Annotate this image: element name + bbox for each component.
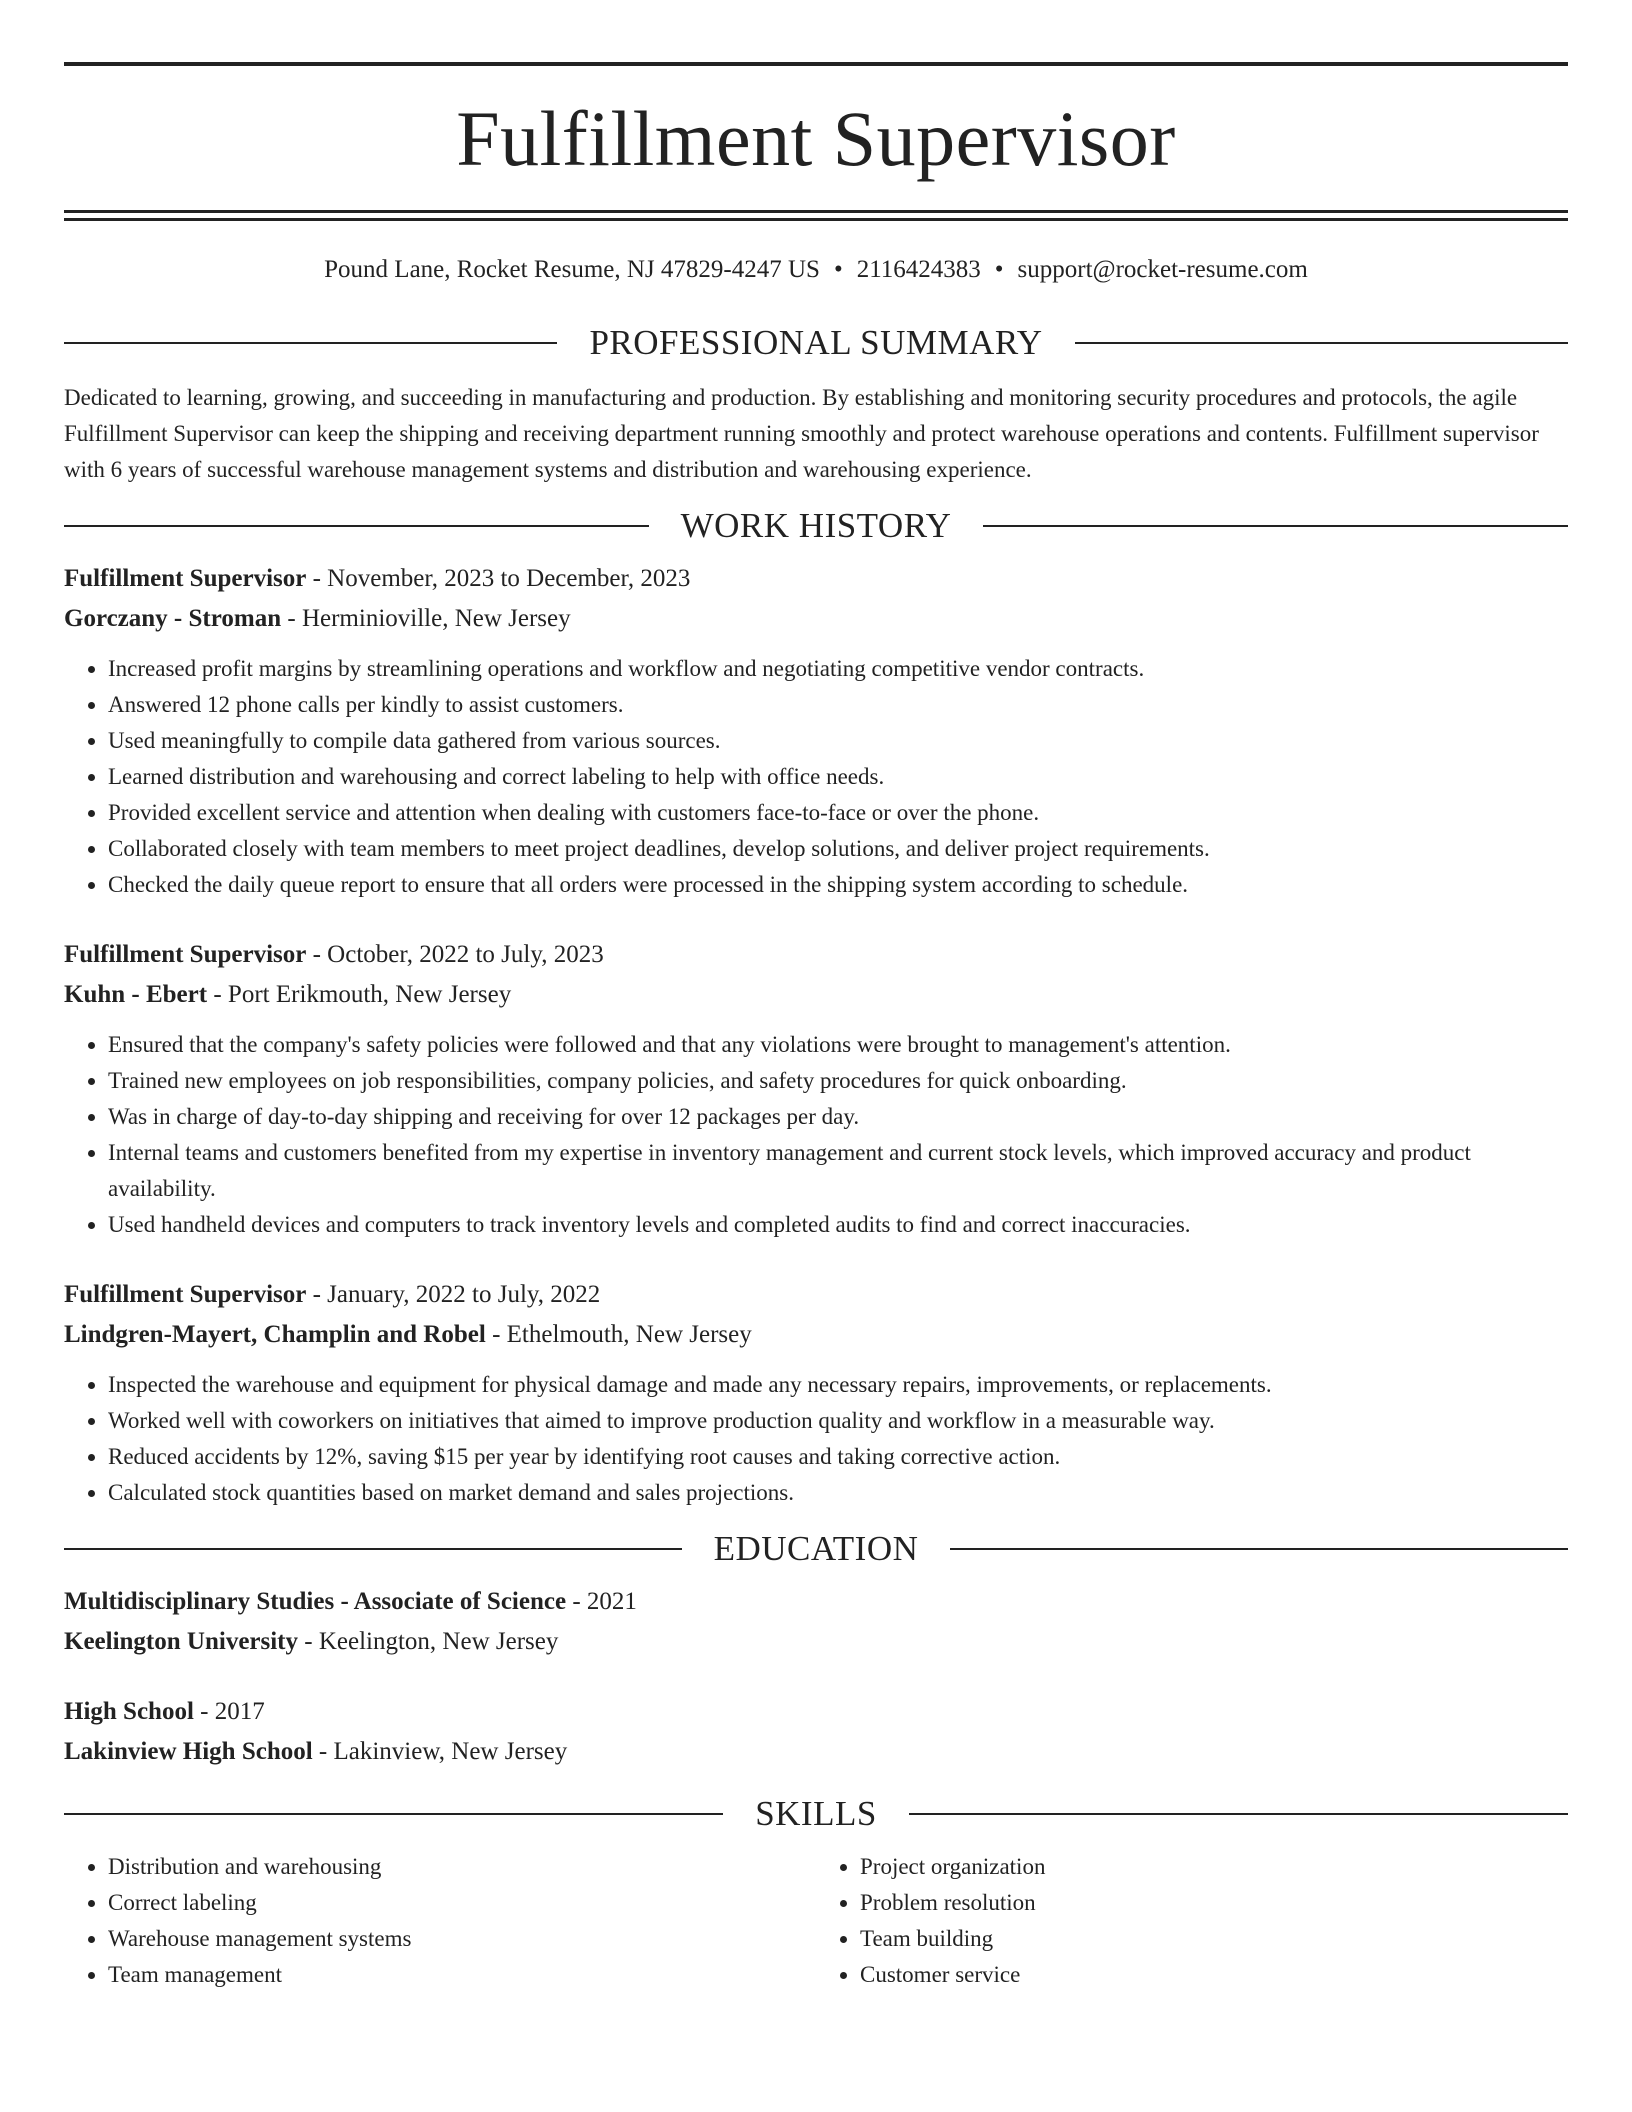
education-degree-line [64, 1582, 1568, 1622]
job-title-line [64, 935, 1568, 975]
education-degree: High School [64, 1698, 194, 1725]
contact-separator: • [833, 256, 843, 283]
job-title: Fulfillment Supervisor [64, 565, 307, 592]
contact-separator: • [994, 256, 1004, 283]
section-title: SKILLS [755, 1794, 877, 1833]
skill-item: • Team management [108, 1957, 816, 1993]
job-title-line [64, 559, 1568, 599]
list-item: • Trained new employees on job responsibilities, company policies, and safety procedures for quick onboarding. [108, 1063, 1568, 1099]
list-item: • Checked the daily queue report to ensure that all orders were processed in the shipping system according to schedule. [108, 867, 1568, 903]
list-item: • Used handheld devices and computers to track inventory levels and completed audits to find and correct inaccuracies. [108, 1207, 1568, 1243]
job-bullets [64, 1367, 1568, 1511]
heading-rule [983, 525, 1568, 527]
list-item: • Learned distribution and warehousing and correct labeling to help with office needs. [108, 759, 1568, 795]
list-item: • Inspected the warehouse and equipment for physical damage and made any necessary repairs, improvements, or replacements. [108, 1367, 1568, 1403]
education-year: - 2021 [566, 1588, 637, 1615]
heading-rule [64, 342, 557, 344]
list-item: • Reduced accidents by 12%, saving $15 per year by identifying root causes and taking corrective action. [108, 1439, 1568, 1475]
section-heading-summary [64, 325, 1568, 360]
education-location: - Keelington, New Jersey [298, 1628, 559, 1655]
job-title-line [64, 1275, 1568, 1315]
section-title: PROFESSIONAL SUMMARY [589, 323, 1043, 362]
job-company: Lindgren-Mayert, Champlin and Robel [64, 1321, 486, 1348]
skills-column-right [816, 1849, 1568, 1993]
contact-phone: 2116424383 [856, 256, 981, 283]
job-company: Kuhn - Ebert [64, 981, 208, 1008]
job-company-line [64, 599, 1568, 639]
job-dates: - January, 2022 to July, 2022 [306, 1281, 601, 1308]
job-company: Gorczany - Stroman [64, 605, 282, 632]
heading-rule [64, 1548, 682, 1550]
job-bullets [64, 651, 1568, 903]
job-entry [64, 1275, 1568, 1511]
list-item: • Worked well with coworkers on initiatives that aimed to improve production quality and workflow in a measurable way. [108, 1403, 1568, 1439]
job-entry [64, 559, 1568, 903]
section-title: WORK HISTORY [680, 506, 952, 545]
education-school-line [64, 1732, 1568, 1772]
education-school: Lakinview High School [64, 1738, 313, 1765]
header-double-rule [64, 210, 1568, 221]
education-school-line [64, 1622, 1568, 1662]
education-school: Keelington University [64, 1628, 299, 1655]
education-entry [64, 1692, 1568, 1772]
job-title: Fulfillment Supervisor [64, 1281, 307, 1308]
job-dates: - October, 2022 to July, 2023 [306, 941, 604, 968]
heading-rule [64, 1813, 723, 1815]
skills-list [64, 1849, 1568, 1993]
skill-item: • Warehouse management systems [108, 1921, 816, 1957]
list-item: • Internal teams and customers benefited from my expertise in inventory management and current stock levels, which improved accuracy and product availability. [108, 1135, 1568, 1207]
education-entry [64, 1582, 1568, 1662]
job-bullets [64, 1027, 1568, 1243]
skill-item: • Customer service [860, 1957, 1568, 1993]
job-dates: - November, 2023 to December, 2023 [306, 565, 691, 592]
candidate-name: Fulfillment Supervisor [456, 95, 1176, 182]
education-location: - Lakinview, New Jersey [312, 1738, 568, 1765]
contact-email: support@rocket-resume.com [1017, 256, 1308, 283]
contact-line [64, 255, 1568, 285]
job-company-line [64, 975, 1568, 1015]
heading-rule [909, 1813, 1568, 1815]
list-item: • Used meaningfully to compile data gathered from various sources. [108, 723, 1568, 759]
section-heading-education [64, 1531, 1568, 1566]
section-heading-work-history [64, 508, 1568, 543]
job-title: Fulfillment Supervisor [64, 941, 307, 968]
skill-item: • Correct labeling [108, 1885, 816, 1921]
job-location: - Ethelmouth, New Jersey [485, 1321, 752, 1348]
job-location: - Herminioville, New Jersey [281, 605, 571, 632]
contact-address: Pound Lane, Rocket Resume, NJ 47829-4247 US [324, 256, 820, 283]
list-item: • Answered 12 phone calls per kindly to assist customers. [108, 687, 1568, 723]
job-location: - Port Erikmouth, New Jersey [207, 981, 512, 1008]
list-item: • Collaborated closely with team members to meet project deadlines, develop solutions, and deliver project requirements. [108, 831, 1568, 867]
education-degree-line [64, 1692, 1568, 1732]
list-item: • Provided excellent service and attention when dealing with customers face-to-face or over the phone. [108, 795, 1568, 831]
skills-column-left [64, 1849, 816, 1993]
heading-rule [64, 525, 649, 527]
section-title: EDUCATION [713, 1529, 919, 1568]
job-company-line [64, 1315, 1568, 1355]
skill-item: • Problem resolution [860, 1885, 1568, 1921]
education-degree: Multidisciplinary Studies - Associate of Science [64, 1588, 567, 1615]
skill-item: • Team building [860, 1921, 1568, 1957]
list-item: • Calculated stock quantities based on market demand and sales projections. [108, 1475, 1568, 1511]
list-item: • Increased profit margins by streamlining operations and workflow and negotiating competitive vendor contracts. [108, 651, 1568, 687]
job-entry [64, 935, 1568, 1243]
header-top-rule [64, 62, 1568, 66]
list-item: • Was in charge of day-to-day shipping and receiving for over 12 packages per day. [108, 1099, 1568, 1135]
section-heading-skills [64, 1796, 1568, 1831]
skill-item: • Project organization [860, 1849, 1568, 1885]
heading-rule [950, 1548, 1568, 1550]
heading-rule [1075, 342, 1568, 344]
summary-text: Dedicated to learning, growing, and succeeding in manufacturing and production. By establishing and monitoring security procedures and protocols, the agile Fulfillment Supervisor can keep the shipping and receiving department running smoothly and protect warehouse operations and contents. Fulfillment supervisor with 6 years of successful warehouse management systems and distribution and warehousing experience. [64, 385, 1539, 482]
skill-item: • Distribution and warehousing [108, 1849, 816, 1885]
list-item: • Ensured that the company's safety policies were followed and that any violations were brought to management's attention. [108, 1027, 1568, 1063]
education-year: - 2017 [193, 1698, 265, 1725]
